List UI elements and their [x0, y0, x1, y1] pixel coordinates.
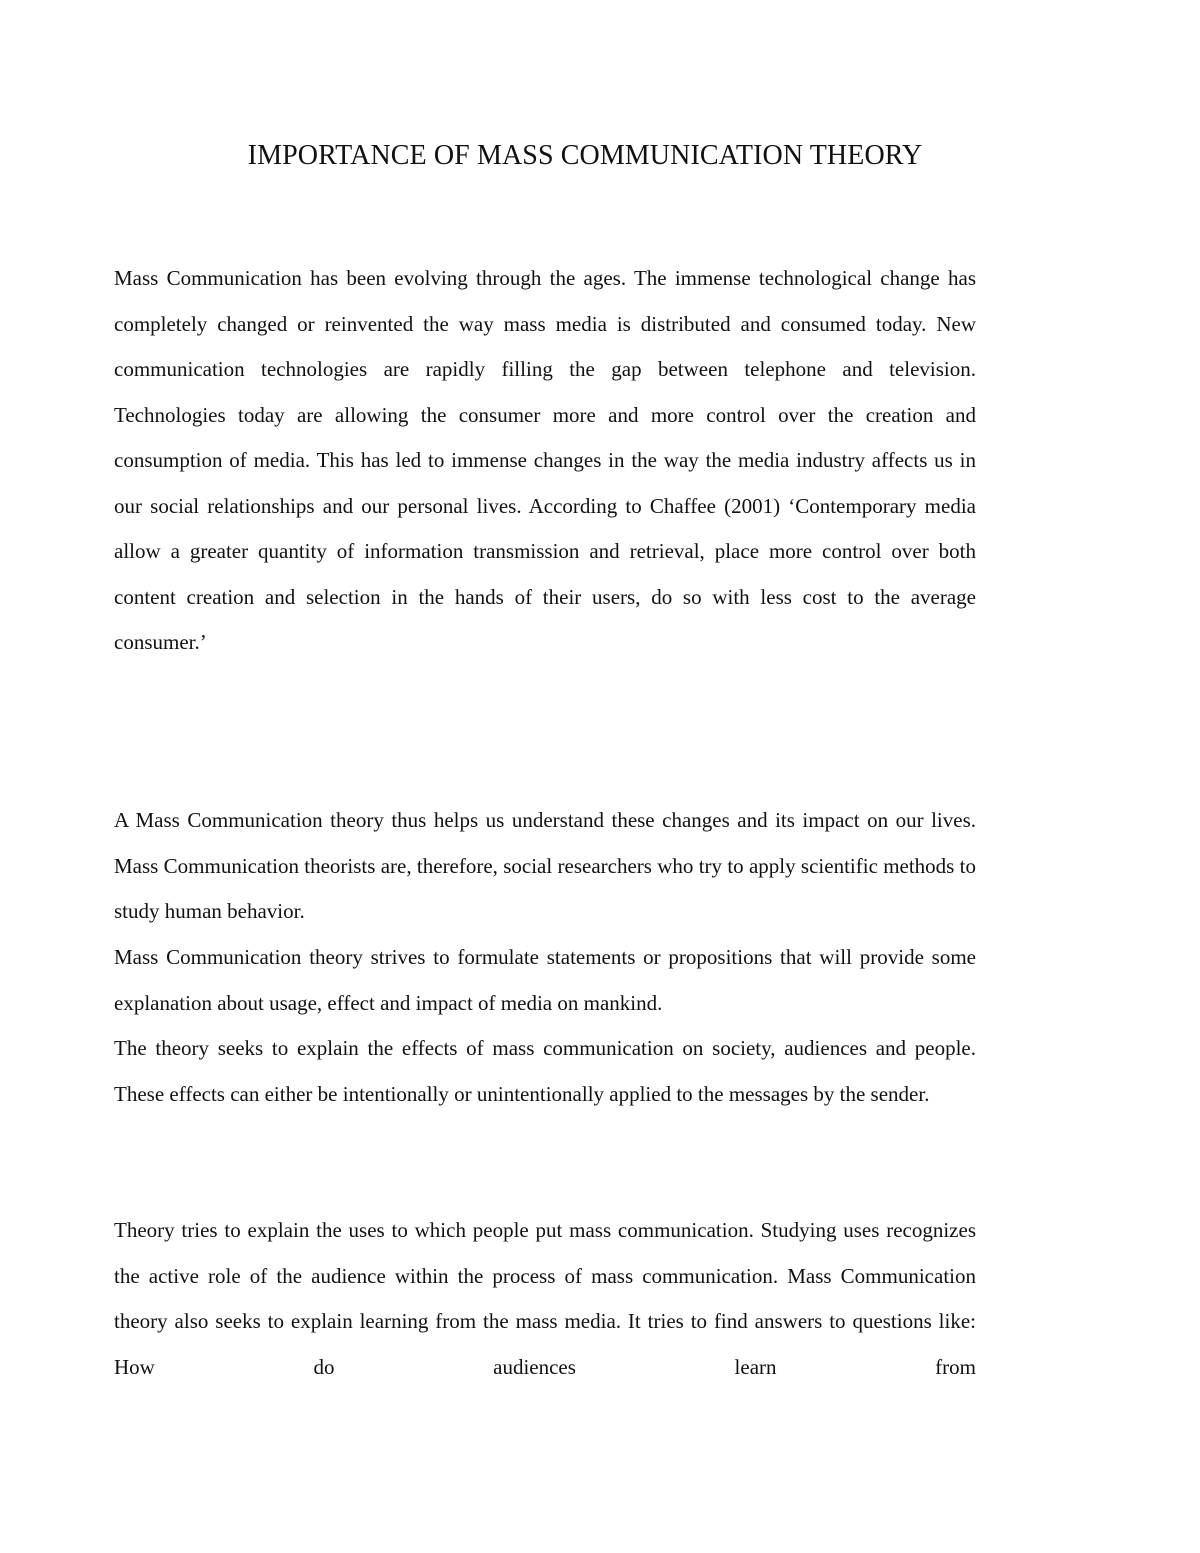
- paragraph-introduction: Mass Communication has been evolving through the ages. The immense technological change has completely changed or reinvented the way mass media is distributed and consumed today. New communication technologies are rapidly filling the gap between telephone and television. Technologies today are allowing the consumer more and more control over the creation and consumption of media. This has led to immense changes in the way the media industry affects us in our social relationships and our personal lives. According to Chaffee (2001) ‘Contemporary media allow a greater quantity of information transmission and retrieval, place more control over both content creation and selection in the hands of their users, do so with less cost to the average consumer.’: [114, 266, 976, 654]
- paragraph-theory-helps: A Mass Communication theory thus helps us understand these changes and its impact on our lives. Mass Communication theorists are, therefore, social researchers who try to apply scientific methods to study human behavior.: [114, 808, 976, 923]
- document-title: IMPORTANCE OF MASS COMMUNICATION THEORY: [247, 140, 923, 171]
- paragraph-theory-effects: The theory seeks to explain the effects of mass communication on society, audiences and people. These effects can either be intentionally or unintentionally applied to the messages by the sender.: [114, 1036, 976, 1106]
- paragraph-theory-uses: Theory tries to explain the uses to which people put mass communication. Studying uses recognizes the active role of the audience within the process of mass communication. Mass Communication theory also seeks to explain learning from the mass media. It tries to find answers to questions like: How do audiences learn from: [114, 1218, 976, 1379]
- paragraph-theory-strives: Mass Communication theory strives to formulate statements or propositions that will provide some explanation about usage, effect and impact of media on mankind.: [114, 945, 976, 1015]
